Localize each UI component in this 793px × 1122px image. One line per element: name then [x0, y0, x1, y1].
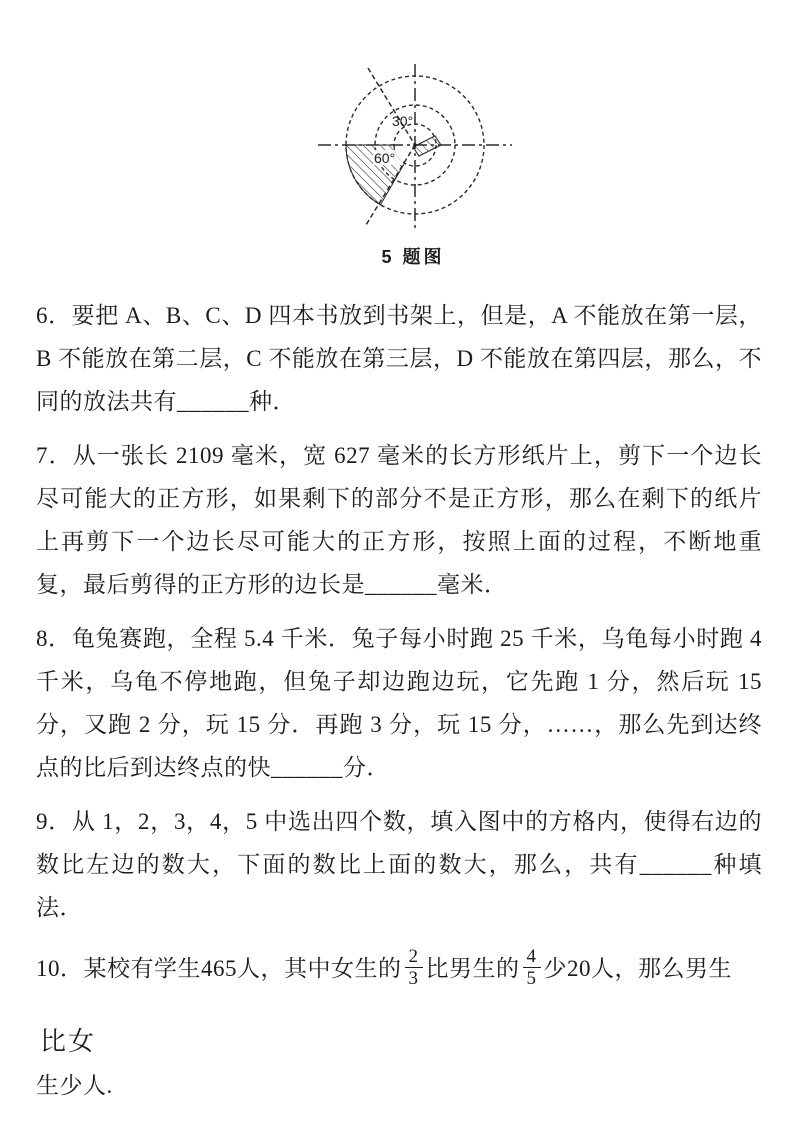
figure-caption: 5 题图: [381, 247, 445, 267]
problem-6: 6．要把 A、B、C、D 四本书放到书架上，但是，A 不能放在第一层，B 不能放在第二层，C 不能放在第三层，D 不能放在第四层，那么，不同的放法共有______种．: [36, 303, 762, 414]
problems-list: [36, 294, 762, 1122]
figure-problem-5: [293, 50, 533, 275]
problem-10-text-dropped: 比女: [40, 1027, 97, 1056]
angle-60-label: 60°: [374, 150, 396, 166]
angle-30-label: 30°: [392, 113, 414, 129]
fraction-denominator: 3: [408, 968, 419, 990]
fraction-denominator: 5: [526, 968, 537, 990]
fraction-numerator: 2: [405, 946, 423, 968]
problem-10-text-3: 少20人，那么男生: [543, 956, 732, 981]
hatched-parallelogram: [413, 136, 441, 156]
fraction-numerator: 4: [523, 946, 541, 968]
center-dot: [413, 143, 417, 147]
diagonal-30-line: [368, 68, 415, 145]
problem-10-text-1: 10．某校有学生465人，其中女生的: [36, 956, 402, 981]
fraction-four-fifths: [523, 946, 541, 990]
problem-10: [36, 940, 762, 1115]
problem-10-text-2: 比男生的: [425, 956, 520, 981]
problem-9: 9．从 1，2，3，4，5 中选出四个数，填入图中的方格内，使得右边的数比左边的数大，下面的数比上面的数大，那么，共有______种填法．: [36, 809, 762, 920]
fraction-two-thirds: [405, 946, 423, 990]
problem-10-line-2: 生少人.: [36, 1073, 113, 1098]
problem-8: 8．龟兔赛跑，全程 5.4 千米．兔子每小时跑 25 千米，乌龟每小时跑 4 千米，乌龟不停地跑，但兔子却边跑边玩，它先跑 1 分，然后玩 15 分，又跑 2 分，玩 15 分．再跑 3 分，玩 15 分，……，那么先到达终点的比后到达终点的快______分．: [36, 626, 762, 780]
problem-7: 7．从一张长 2109 毫米，宽 627 毫米的长方形纸片上，剪下一个边长尽可能大的正方形，如果剩下的部分不是正方形，那么在剩下的纸片上再剪下一个边长尽可能大的正方形，按照上面的过程，不断地重复，最后剪得的正方形的边长是______毫米．: [36, 443, 762, 597]
concentric-circles-figure: [293, 50, 533, 275]
